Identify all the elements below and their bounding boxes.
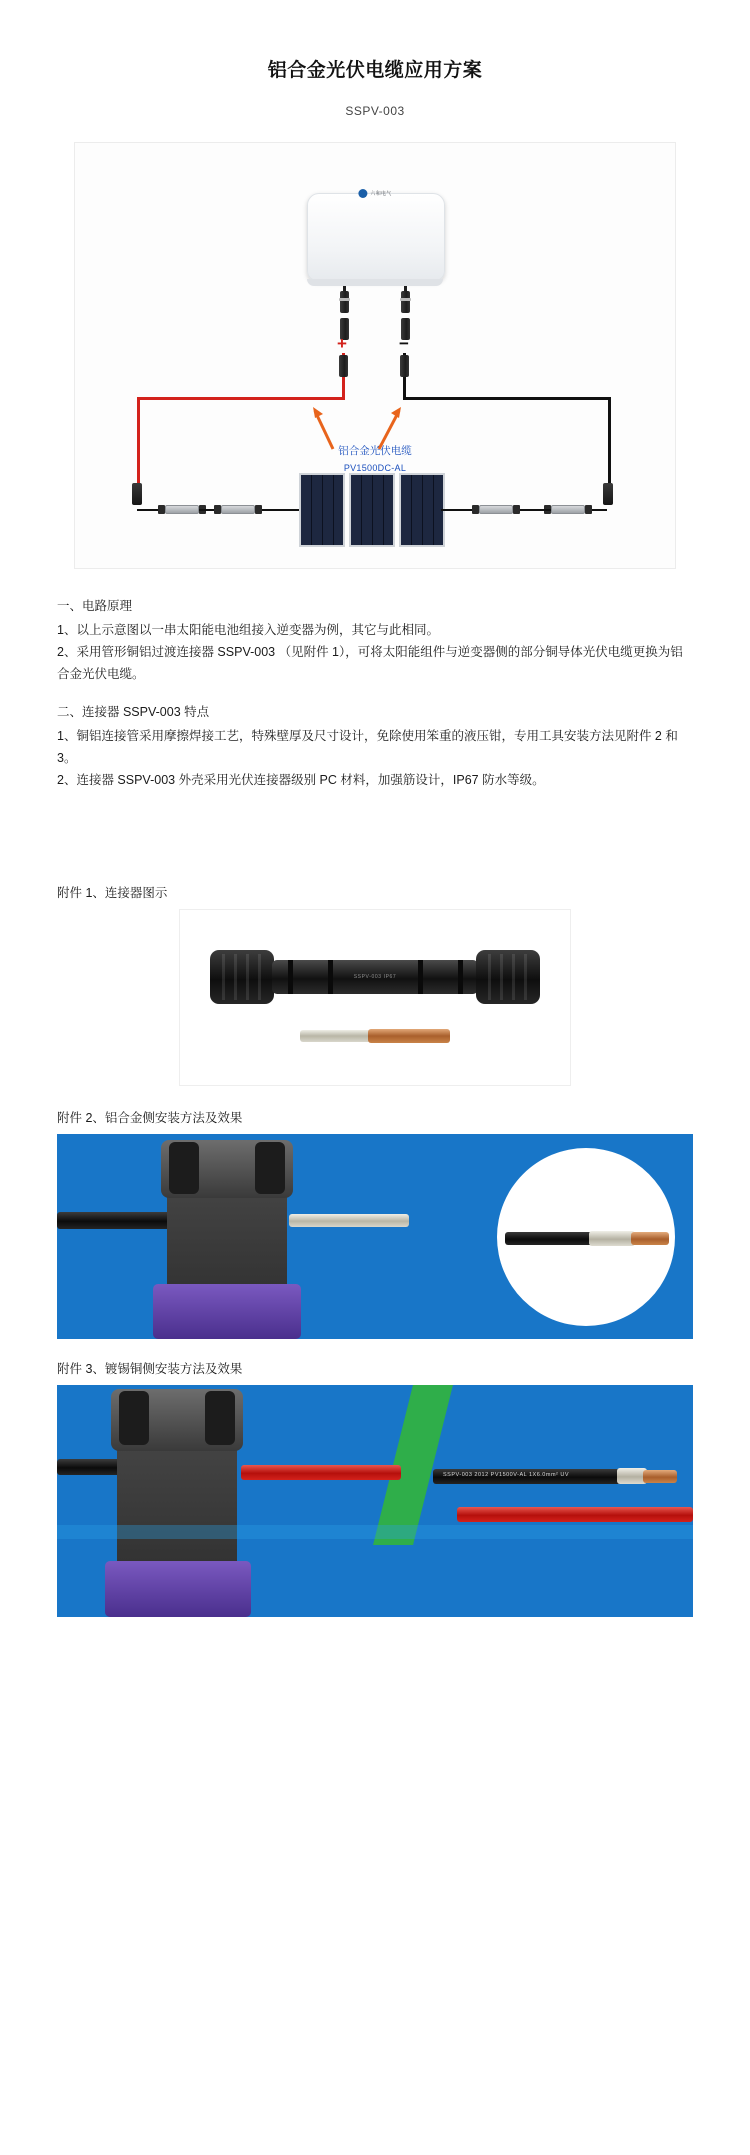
red-cable-upper (241, 1465, 401, 1480)
inset-copper-tip (631, 1232, 669, 1245)
splice-connector-left (165, 505, 199, 514)
copper-pin (368, 1029, 450, 1043)
body-rib (328, 960, 333, 994)
section-1-paragraph-1: 1、以上示意图以一串太阳能电池组接入逆变器为例，其它与此相同。 (57, 623, 439, 637)
tinned-copper-side-install-figure (57, 1385, 693, 1617)
bimetal-pin-pair (300, 1028, 450, 1044)
cap-rib (524, 954, 527, 1000)
appendix-3-title: 附件 3、镀锡铜侧安装方法及效果 (57, 1362, 243, 1376)
inverter-base (307, 279, 443, 286)
polarity-positive-label: + (337, 334, 347, 353)
appendix-1 (57, 883, 693, 1086)
document-page (0, 55, 750, 2155)
cable-negative-right-drop (608, 397, 611, 483)
result-detail-inset (497, 1148, 675, 1326)
tinned-copper-tip (643, 1470, 677, 1483)
background-band (57, 1525, 693, 1539)
crimping-tool-base (153, 1284, 301, 1339)
inset-sleeve (589, 1231, 635, 1246)
pv-panel (399, 473, 445, 547)
page-title: 铝合金光伏电缆应用方案 (267, 60, 483, 81)
connector-cap-right (476, 950, 540, 1004)
connector-band (339, 298, 350, 301)
splice-connector-right (551, 505, 585, 514)
brand-mark-icon (358, 189, 367, 198)
red-cable-lower (457, 1507, 693, 1522)
cap-rib (258, 954, 261, 1000)
callout-line-2: PV1500DC-AL (343, 463, 407, 473)
cap-rib (512, 954, 515, 1000)
appendix-2 (57, 1108, 693, 1339)
appendix-2-title: 附件 2、铝合金侧安装方法及效果 (57, 1111, 243, 1125)
crimping-tool-head (111, 1389, 243, 1451)
tool-jaw-right (205, 1391, 235, 1445)
cable-callout (255, 443, 495, 477)
section-2-paragraph-1: 1、铜铝连接管采用摩擦焊接工艺，特殊壁厚及尺寸设计，免除使用笨重的液压钳，专用工具安装方法见附件 2 和 3。 (57, 729, 678, 765)
tool-jaw-left (119, 1391, 149, 1445)
cable-positive-horizontal (137, 397, 345, 400)
section-1-paragraph-2: 2、采用管形铜铝过渡连接器 SSPV-003 （见附件 1），可将太阳能组件与逆变器侧的部分铜导体光伏电缆更换为铝合金光伏电缆。 (57, 645, 683, 681)
cap-rib (500, 954, 503, 1000)
aluminium-pin (300, 1030, 374, 1042)
connector-body-marking: SSPV-003 IP67 (353, 974, 397, 980)
pv-panel-group (299, 473, 445, 547)
cap-rib (234, 954, 237, 1000)
cable-negative-horizontal (403, 397, 611, 400)
cap-rib (222, 954, 225, 1000)
tool-jaw-right (255, 1142, 285, 1194)
aluminium-side-install-figure (57, 1134, 693, 1339)
section-1-heading: 一、电路原理 (57, 599, 133, 613)
cable-marking-text: SSPV-003 2012 PV1500V-AL 1X6.0mm² UV (443, 1472, 570, 1478)
page-subtitle: SSPV-003 (345, 104, 405, 118)
callout-line-1: 铝合金光伏电缆 (338, 445, 412, 457)
connector-photo-figure (179, 909, 571, 1086)
marked-cable (433, 1469, 623, 1484)
body-rib (418, 960, 423, 994)
inverter-logo (358, 189, 391, 198)
appendix-1-title: 附件 1、连接器图示 (57, 886, 168, 900)
splice-connector-right-2 (479, 505, 513, 514)
body-rib (288, 960, 293, 994)
body-text (57, 595, 693, 791)
splice-connector-left-2 (221, 505, 255, 514)
connector-mc4-negative-lower (400, 355, 409, 377)
connector-mc4-positive-lower (339, 355, 348, 377)
appendix-3 (57, 1359, 693, 1617)
pv-panel (349, 473, 395, 547)
connector-mc4-right-end (603, 483, 613, 505)
connector-inverter-negative (401, 291, 410, 313)
crimping-tool-base (105, 1561, 251, 1617)
tool-jaw-left (169, 1142, 199, 1194)
body-rib (458, 960, 463, 994)
inset-cable (505, 1232, 593, 1245)
connector-band (400, 298, 411, 301)
inverter-brand-label: 六和电气 (370, 191, 392, 197)
connector-assembly (210, 948, 540, 1006)
pv-panel (299, 473, 345, 547)
system-schematic-figure (74, 142, 676, 569)
cap-rib (488, 954, 491, 1000)
connector-mc4-left-end (132, 483, 142, 505)
polarity-negative-label: − (399, 334, 409, 353)
inverter-unit (307, 193, 445, 281)
section-2-heading: 二、连接器 SSPV-003 特点 (57, 705, 210, 719)
aluminium-sleeve (289, 1214, 409, 1227)
cap-rib (246, 954, 249, 1000)
connector-inverter-positive (340, 291, 349, 313)
cable-positive-left-drop (137, 397, 140, 483)
connector-cap-left (210, 950, 274, 1004)
crimping-tool-head (161, 1140, 293, 1198)
section-2-paragraph-2: 2、连接器 SSPV-003 外壳采用光伏连接器级别 PC 材料，加强筋设计，IP67 防水等级。 (57, 773, 545, 787)
